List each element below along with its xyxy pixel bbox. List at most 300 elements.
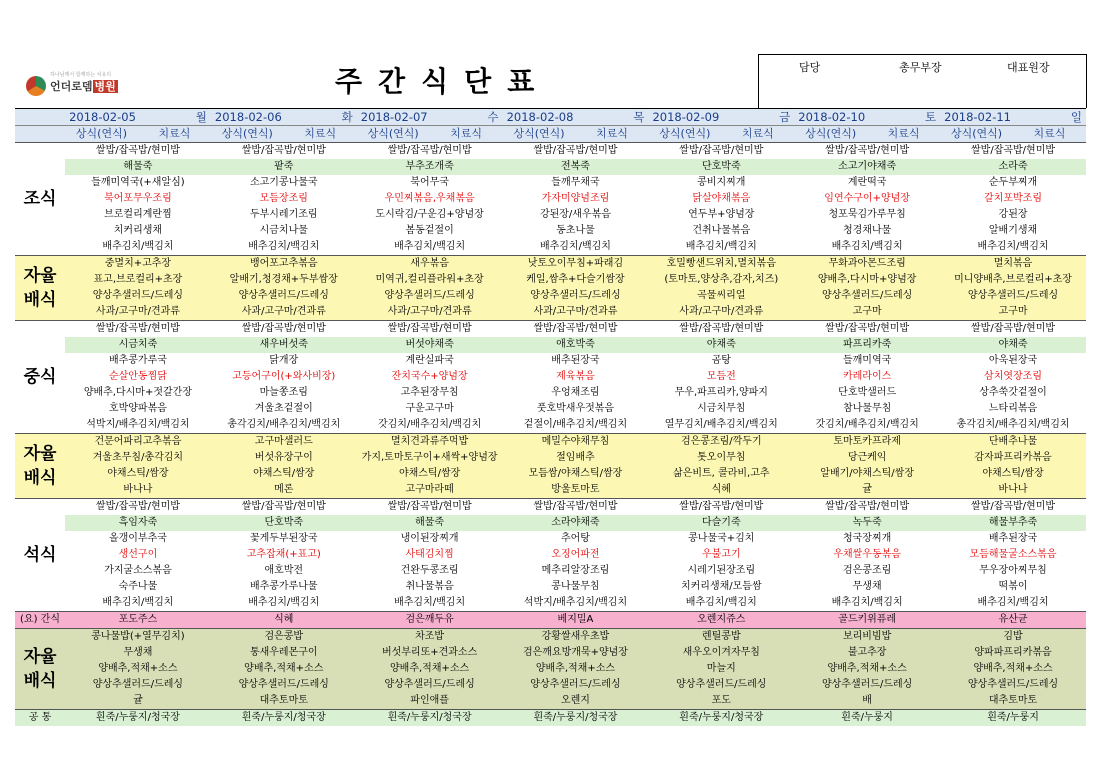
meal-type-therapeutic: 치료식 <box>430 126 503 143</box>
approval-label-manager: 담당 <box>799 61 821 74</box>
menu-item: 건완두콩조림 <box>357 563 503 579</box>
meal-type-regular: 상식(연식) <box>794 126 867 143</box>
menu-item: 김밥 <box>940 629 1086 646</box>
menu-item: 도시락김/구운김+양념장 <box>357 207 503 223</box>
breakfast-row <box>15 143 1086 160</box>
menu-item: 삼치엿장조림 <box>940 369 1086 385</box>
menu-item: 콩나물밥(+열무김치) <box>65 629 211 646</box>
menu-item: 단호박샐러드 <box>794 385 940 401</box>
menu-item: 통새우레몬구이 <box>211 645 357 661</box>
menu-item: 곡물씨리얼 <box>648 288 794 304</box>
menu-item: 배추콩가루나물 <box>211 579 357 595</box>
menu-item: 미역귀,컬리플라워+초장 <box>357 272 503 288</box>
menu-item: 겨울초겉절이 <box>211 401 357 417</box>
menu-item: 청국장찌개 <box>794 531 940 547</box>
menu-item: 양상추샐러드/드레싱 <box>940 677 1086 693</box>
menu-item: 쌀밥/잡곡밥/현미밥 <box>503 143 649 160</box>
menu-item: 배추김치/백김치 <box>648 595 794 612</box>
menu-item: 고구마 <box>794 304 940 321</box>
menu-item: 버섯유장구이 <box>211 450 357 466</box>
menu-item: 표고,브로컬리+초장 <box>65 272 211 288</box>
menu-item: 녹두죽 <box>794 515 940 531</box>
menu-item: 흰죽/누룽지/청국장 <box>357 710 503 727</box>
menu-item: 우엉채조림 <box>503 385 649 401</box>
menu-item: 배추김치/백김치 <box>357 595 503 612</box>
meal-type-row <box>15 126 1086 143</box>
breakfast-row <box>15 239 1086 256</box>
menu-item: 배추김치/백김치 <box>211 595 357 612</box>
date-cell: 2018-02-06 <box>211 109 284 126</box>
weekday-cell: 월 <box>138 109 211 126</box>
menu-item: 귤 <box>794 482 940 499</box>
menu-item: 들깨무채국 <box>503 175 649 191</box>
menu-item: 바나나 <box>940 482 1086 499</box>
menu-item: 양배추,적채+소스 <box>940 661 1086 677</box>
menu-item: 소고기야채죽 <box>794 159 940 175</box>
meal-type-therapeutic: 치료식 <box>284 126 357 143</box>
menu-item: 양상추샐러드/드레싱 <box>940 288 1086 304</box>
menu-item: 모듬장조림 <box>211 191 357 207</box>
page-title: 주간식단표 <box>335 65 551 98</box>
menu-item: 배추된장국 <box>940 531 1086 547</box>
menu-item: 총각김치/배추김치/백김치 <box>940 417 1086 434</box>
menu-item: 흰죽/누룽지 <box>794 710 940 727</box>
lunch-row <box>15 417 1086 434</box>
menu-item: 순살안동찜닭 <box>65 369 211 385</box>
menu-item: 양배추,적채+소스 <box>794 661 940 677</box>
lunch-row <box>15 401 1086 417</box>
menu-item: 꽃게두부된장국 <box>211 531 357 547</box>
menu-item: (토마토,양상추,감자,치즈) <box>648 272 794 288</box>
meal-type-therapeutic: 치료식 <box>867 126 940 143</box>
self3-row <box>15 629 1086 646</box>
menu-item: 양상추샐러드/드레싱 <box>65 677 211 693</box>
menu-item: 쌀밥/잡곡밥/현미밥 <box>940 321 1086 338</box>
menu-item: 사과/고구마/견과류 <box>503 304 649 321</box>
menu-item: 렌틸콩밥 <box>648 629 794 646</box>
menu-item: 양상추샐러드/드레싱 <box>357 677 503 693</box>
menu-item: 마늘지 <box>648 661 794 677</box>
menu-item: 모듬쌈/야채스틱/쌈장 <box>503 466 649 482</box>
menu-item: 무우,파프리카,양파지 <box>648 385 794 401</box>
menu-item: 팥죽 <box>211 159 357 175</box>
date-cell: 2018-02-11 <box>940 109 1013 126</box>
self2-row <box>15 450 1086 466</box>
menu-item: 야채죽 <box>648 337 794 353</box>
menu-item: 양상추샐러드/드레싱 <box>794 288 940 304</box>
menu-item: 호박양파볶음 <box>65 401 211 417</box>
self3-row <box>15 645 1086 661</box>
self2-row <box>15 466 1086 482</box>
menu-item: 겉절이/배추김치/백김치 <box>503 417 649 434</box>
section-label-snack: (요) 간식 <box>15 612 65 629</box>
menu-item: 야채스틱/쌈장 <box>940 466 1086 482</box>
breakfast-row <box>15 159 1086 175</box>
dinner-row <box>15 531 1086 547</box>
menu-item: 브로컬리계란찜 <box>65 207 211 223</box>
menu-item: 두부시레기조림 <box>211 207 357 223</box>
menu-item: 양상추샐러드/드레싱 <box>211 677 357 693</box>
menu-item: 흑임자죽 <box>65 515 211 531</box>
menu-item: 치커리생채 <box>65 223 211 239</box>
menu-item: 강황쌀새우초밥 <box>503 629 649 646</box>
menu-item: 모듬전 <box>648 369 794 385</box>
meal-type-therapeutic: 치료식 <box>721 126 794 143</box>
menu-item: 알배기,청경채+두부쌈장 <box>211 272 357 288</box>
menu-item: 건취나물볶음 <box>648 223 794 239</box>
menu-item: 고추된장무침 <box>357 385 503 401</box>
menu-item: 배추김치/백김치 <box>503 239 649 256</box>
menu-item: 쌀밥/잡곡밥/현미밥 <box>648 321 794 338</box>
menu-item: 구운고구마 <box>357 401 503 417</box>
menu-item: 우채쌀우동볶음 <box>794 547 940 563</box>
meal-type-therapeutic: 치료식 <box>1013 126 1086 143</box>
menu-item: 쌀밥/잡곡밥/현미밥 <box>648 499 794 516</box>
menu-item: 불고추장 <box>794 645 940 661</box>
menu-item: 톳오이무침 <box>648 450 794 466</box>
menu-item: 바나나 <box>65 482 211 499</box>
menu-item: 갓김치/배추김치/백김치 <box>357 417 503 434</box>
breakfast-row <box>15 191 1086 207</box>
menu-item: 중멸치+고추장 <box>65 256 211 273</box>
self2-row <box>15 434 1086 451</box>
menu-item: 삶은비트, 콜라비,고추 <box>648 466 794 482</box>
menu-item: 단배추나물 <box>940 434 1086 451</box>
menu-item: 미니양배추,브로컬리+초장 <box>940 272 1086 288</box>
menu-item: 총각김치/배추김치/백김치 <box>211 417 357 434</box>
menu-item: 양상추샐러드/드레싱 <box>503 677 649 693</box>
menu-item: 생선구이 <box>65 547 211 563</box>
menu-item: 갓김치/배추김치/백김치 <box>794 417 940 434</box>
menu-item: 우민찌볶음,우채볶음 <box>357 191 503 207</box>
menu-item: 가지굴소스볶음 <box>65 563 211 579</box>
menu-item: 오렌지 <box>503 693 649 710</box>
menu-item: 쌀밥/잡곡밥/현미밥 <box>211 321 357 338</box>
menu-item: 메추리알장조림 <box>503 563 649 579</box>
menu-item: 순두부찌개 <box>940 175 1086 191</box>
dinner-row <box>15 499 1086 516</box>
menu-item: 부추조개죽 <box>357 159 503 175</box>
self3-row <box>15 677 1086 693</box>
menu-item: 숙주나물 <box>65 579 211 595</box>
menu-item: 쌀밥/잡곡밥/현미밥 <box>211 499 357 516</box>
menu-item: 해물죽 <box>357 515 503 531</box>
menu-item: 양파파프리카볶음 <box>940 645 1086 661</box>
menu-item: 추어탕 <box>503 531 649 547</box>
menu-item: 갈치포박조림 <box>940 191 1086 207</box>
menu-item: 단호박죽 <box>211 515 357 531</box>
menu-item: 가자미양념조림 <box>503 191 649 207</box>
menu-item: 강된장/새우볶음 <box>503 207 649 223</box>
self3-row <box>15 693 1086 710</box>
self1-row <box>15 272 1086 288</box>
menu-item: 북어무국 <box>357 175 503 191</box>
menu-item: 검은깨두유 <box>357 612 503 629</box>
menu-item: 아욱된장국 <box>940 353 1086 369</box>
menu-item: 새우버섯죽 <box>211 337 357 353</box>
menu-item: 유산균 <box>940 612 1086 629</box>
menu-item: 냉이된장찌개 <box>357 531 503 547</box>
menu-item: 양상추샐러드/드레싱 <box>357 288 503 304</box>
menu-item: 치커리생채/모듬쌈 <box>648 579 794 595</box>
meal-type-regular: 상식(연식) <box>503 126 576 143</box>
menu-item: 양배추,적채+소스 <box>503 661 649 677</box>
menu-item: 토마토카프라제 <box>794 434 940 451</box>
menu-item: 연두부+양념장 <box>648 207 794 223</box>
breakfast-row <box>15 223 1086 239</box>
menu-item: 사과/고구마/견과류 <box>357 304 503 321</box>
menu-item: 소라죽 <box>940 159 1086 175</box>
menu-item: 쌀밥/잡곡밥/현미밥 <box>357 143 503 160</box>
weekday-cell: 금 <box>721 109 794 126</box>
menu-item: 석박지/배추김치/백김치 <box>65 417 211 434</box>
menu-item: 알배기생채 <box>940 223 1086 239</box>
logo-tagline: 하나님께서 함께하는 치유의 <box>50 72 112 78</box>
menu-item: 검은콩밥 <box>211 629 357 646</box>
menu-item: 양배추,적채+소스 <box>357 661 503 677</box>
menu-item: 양상추샐러드/드레싱 <box>648 677 794 693</box>
lunch-row <box>15 353 1086 369</box>
menu-item: 양배추,적채+소스 <box>211 661 357 677</box>
menu-item: 야채스틱/쌈장 <box>211 466 357 482</box>
menu-item: 청경채나물 <box>794 223 940 239</box>
menu-item: 쌀밥/잡곡밥/현미밥 <box>211 143 357 160</box>
menu-item: 뱅어포고추볶음 <box>211 256 357 273</box>
self3-row <box>15 661 1086 677</box>
menu-item: 양상추샐러드/드레싱 <box>65 288 211 304</box>
menu-item: 메론 <box>211 482 357 499</box>
menu-item: 케일,쌈추+다슬기쌈장 <box>503 272 649 288</box>
menu-item: 고추잡채(+표고) <box>211 547 357 563</box>
menu-item: 해물부추죽 <box>940 515 1086 531</box>
menu-item: 오렌지쥬스 <box>648 612 794 629</box>
menu-item: 흰죽/누룽지/청국장 <box>648 710 794 727</box>
self1-row <box>15 288 1086 304</box>
meal-type-regular: 상식(연식) <box>940 126 1013 143</box>
menu-item: 절임배추 <box>503 450 649 466</box>
common-row <box>15 710 1086 727</box>
menu-item: 고구마 <box>940 304 1086 321</box>
menu-item: 봄동겉절이 <box>357 223 503 239</box>
approval-label-general-affairs: 총무부장 <box>899 61 942 74</box>
menu-item: 해물죽 <box>65 159 211 175</box>
hospital-logo <box>26 76 118 96</box>
date-cell: 2018-02-07 <box>357 109 430 126</box>
menu-item: 쌀밥/잡곡밥/현미밥 <box>794 143 940 160</box>
menu-item: 사태김치찜 <box>357 547 503 563</box>
menu-item: 검은깨요방개묵+양념장 <box>503 645 649 661</box>
menu-item: 계란실파국 <box>357 353 503 369</box>
lunch-row <box>15 369 1086 385</box>
snack-row <box>15 612 1086 629</box>
date-row <box>15 109 1086 126</box>
menu-item: 버섯야채죽 <box>357 337 503 353</box>
meal-type-regular: 상식(연식) <box>357 126 430 143</box>
menu-item: 포도주스 <box>65 612 211 629</box>
menu-item: 멸치볶음 <box>940 256 1086 273</box>
meal-type-regular: 상식(연식) <box>648 126 721 143</box>
menu-item: 북어포무우조림 <box>65 191 211 207</box>
menu-item: 단호박죽 <box>648 159 794 175</box>
menu-item: 배추김치/백김치 <box>794 239 940 256</box>
menu-item: 쌀밥/잡곡밥/현미밥 <box>357 499 503 516</box>
lunch-row <box>15 385 1086 401</box>
menu-item: 야채죽 <box>940 337 1086 353</box>
menu-item: 소라야채죽 <box>503 515 649 531</box>
menu-item: 취나물볶음 <box>357 579 503 595</box>
menu-item: 골드키위퓨레 <box>794 612 940 629</box>
menu-item: 마늘쫑조림 <box>211 385 357 401</box>
menu-item: 쌀밥/잡곡밥/현미밥 <box>65 143 211 160</box>
menu-item: 귤 <box>65 693 211 710</box>
logo-name: 언더로뎀 <box>50 80 93 93</box>
menu-item: 곰탕 <box>648 353 794 369</box>
menu-item: 흰죽/누룽지/청국장 <box>503 710 649 727</box>
menu-item: 무생채 <box>65 645 211 661</box>
approval-box <box>758 54 1087 108</box>
weekday-cell: 수 <box>430 109 503 126</box>
menu-item: 카레라이스 <box>794 369 940 385</box>
menu-item: 쌀밥/잡곡밥/현미밥 <box>503 499 649 516</box>
menu-item: 새우오이겨자무침 <box>648 645 794 661</box>
logo-icon <box>26 76 46 96</box>
logo-name-suffix: 병원 <box>94 80 116 93</box>
meal-type-therapeutic: 치료식 <box>575 126 648 143</box>
corner-cell <box>15 126 65 143</box>
self2-row <box>15 482 1086 499</box>
menu-item: 검은콩조림/깍두기 <box>648 434 794 451</box>
menu-item: 들깨미역국 <box>794 353 940 369</box>
menu-item: 계란떡국 <box>794 175 940 191</box>
breakfast-row <box>15 207 1086 223</box>
menu-item: 우불고기 <box>648 547 794 563</box>
menu-item: 시금치무침 <box>648 401 794 417</box>
menu-item: 무생채 <box>794 579 940 595</box>
menu-item: 배추김치/백김치 <box>648 239 794 256</box>
weekly-menu-table <box>15 108 1086 726</box>
weekday-cell: 토 <box>867 109 940 126</box>
weekday-cell: 일 <box>1013 109 1086 126</box>
menu-item: 배추김치/백김치 <box>357 239 503 256</box>
menu-item: 풋호박새우젓볶음 <box>503 401 649 417</box>
menu-item: 야채스틱/쌈장 <box>357 466 503 482</box>
menu-item: 사과/고구마/견과류 <box>211 304 357 321</box>
self1-row <box>15 256 1086 273</box>
menu-item: 배추된장국 <box>503 353 649 369</box>
menu-item: 포도 <box>648 693 794 710</box>
menu-item: 올갱이부추국 <box>65 531 211 547</box>
self1-row <box>15 304 1086 321</box>
menu-item: 사과/고구마/견과류 <box>648 304 794 321</box>
menu-item: 고구마샐러드 <box>211 434 357 451</box>
menu-item: 대추토마토 <box>940 693 1086 710</box>
menu-item: 식혜 <box>648 482 794 499</box>
menu-item: 닭살야채볶음 <box>648 191 794 207</box>
menu-item: 양배추,다시마+양념장 <box>794 272 940 288</box>
menu-item: 차조밥 <box>357 629 503 646</box>
menu-item: 쌀밥/잡곡밥/현미밥 <box>65 321 211 338</box>
menu-item: 고구마라떼 <box>357 482 503 499</box>
menu-item: 가지,토마토구이+새싹+양념장 <box>357 450 503 466</box>
menu-item: 새우볶음 <box>357 256 503 273</box>
lunch-row <box>15 337 1086 353</box>
menu-item: 배추김치/백김치 <box>940 595 1086 612</box>
menu-item: 시금치나물 <box>211 223 357 239</box>
lunch-row <box>15 321 1086 338</box>
menu-item: 콩나물무침 <box>503 579 649 595</box>
menu-item: 사과/고구마/견과류 <box>65 304 211 321</box>
menu-item: 제육볶음 <box>503 369 649 385</box>
menu-item: 모듬해물굴소스볶음 <box>940 547 1086 563</box>
menu-item: 쌀밥/잡곡밥/현미밥 <box>648 143 794 160</box>
menu-item: 다슬기죽 <box>648 515 794 531</box>
meal-type-regular: 상식(연식) <box>211 126 284 143</box>
menu-item: 배추김치/백김치 <box>211 239 357 256</box>
menu-item: 애호박전 <box>211 563 357 579</box>
menu-item: 참나물무침 <box>794 401 940 417</box>
date-cell: 2018-02-09 <box>648 109 721 126</box>
dinner-row <box>15 547 1086 563</box>
meal-type-therapeutic: 치료식 <box>138 126 211 143</box>
menu-item: 파인애플 <box>357 693 503 710</box>
menu-item: 쌀밥/잡곡밥/현미밥 <box>940 143 1086 160</box>
menu-item: 쌀밥/잡곡밥/현미밥 <box>65 499 211 516</box>
menu-item: 식혜 <box>211 612 357 629</box>
section-label-self1: 자율 배식 <box>15 256 65 321</box>
menu-item: 베지밀A <box>503 612 649 629</box>
menu-item: 겨울초무침/총각김치 <box>65 450 211 466</box>
menu-item: 애호박죽 <box>503 337 649 353</box>
menu-item: 양배추,다시마+젓갈간장 <box>65 385 211 401</box>
menu-item: 무우장아찌무침 <box>940 563 1086 579</box>
corner-cell <box>15 109 65 126</box>
menu-item: 검은콩조림 <box>794 563 940 579</box>
date-cell: 2018-02-08 <box>503 109 576 126</box>
menu-item: 쌀밥/잡곡밥/현미밥 <box>503 321 649 338</box>
menu-item: 대추토마토 <box>211 693 357 710</box>
menu-item: 잔치국수+양념장 <box>357 369 503 385</box>
menu-item: 배추콩가루국 <box>65 353 211 369</box>
menu-item: 쌀밥/잡곡밥/현미밥 <box>940 499 1086 516</box>
menu-item: 멸치견과류주먹밥 <box>357 434 503 451</box>
menu-item: 상추쑥갓겉절이 <box>940 385 1086 401</box>
menu-item: 시금치죽 <box>65 337 211 353</box>
menu-item: 석박지/배추김치/백김치 <box>503 595 649 612</box>
weekday-cell: 목 <box>575 109 648 126</box>
menu-item: 열무김치/배추김치/백김치 <box>648 417 794 434</box>
breakfast-row <box>15 175 1086 191</box>
approval-label-director: 대표원장 <box>1007 61 1050 74</box>
menu-item: 시레기된장조림 <box>648 563 794 579</box>
menu-item: 버섯부리또+견과소스 <box>357 645 503 661</box>
menu-item: 보리비빔밥 <box>794 629 940 646</box>
menu-item: 들깨미역국(+새알심) <box>65 175 211 191</box>
meal-type-regular: 상식(연식) <box>65 126 138 143</box>
section-label-self2: 자율 배식 <box>15 434 65 499</box>
menu-item: 쌀밥/잡곡밥/현미밥 <box>357 321 503 338</box>
menu-item: 양상추샐러드/드레싱 <box>794 677 940 693</box>
menu-item: 쌀밥/잡곡밥/현미밥 <box>794 499 940 516</box>
section-label-lunch: 중식 <box>15 321 65 434</box>
menu-item: 낫토오이무침+파래김 <box>503 256 649 273</box>
menu-item: 쌀밥/잡곡밥/현미밥 <box>794 321 940 338</box>
menu-item: 오징어파전 <box>503 547 649 563</box>
menu-item: 야채스틱/쌈장 <box>65 466 211 482</box>
menu-item: 당근케익 <box>794 450 940 466</box>
menu-item: 배추김치/백김치 <box>940 239 1086 256</box>
menu-item: 임연수구이+양념장 <box>794 191 940 207</box>
section-label-common: 공 통 <box>15 710 65 727</box>
